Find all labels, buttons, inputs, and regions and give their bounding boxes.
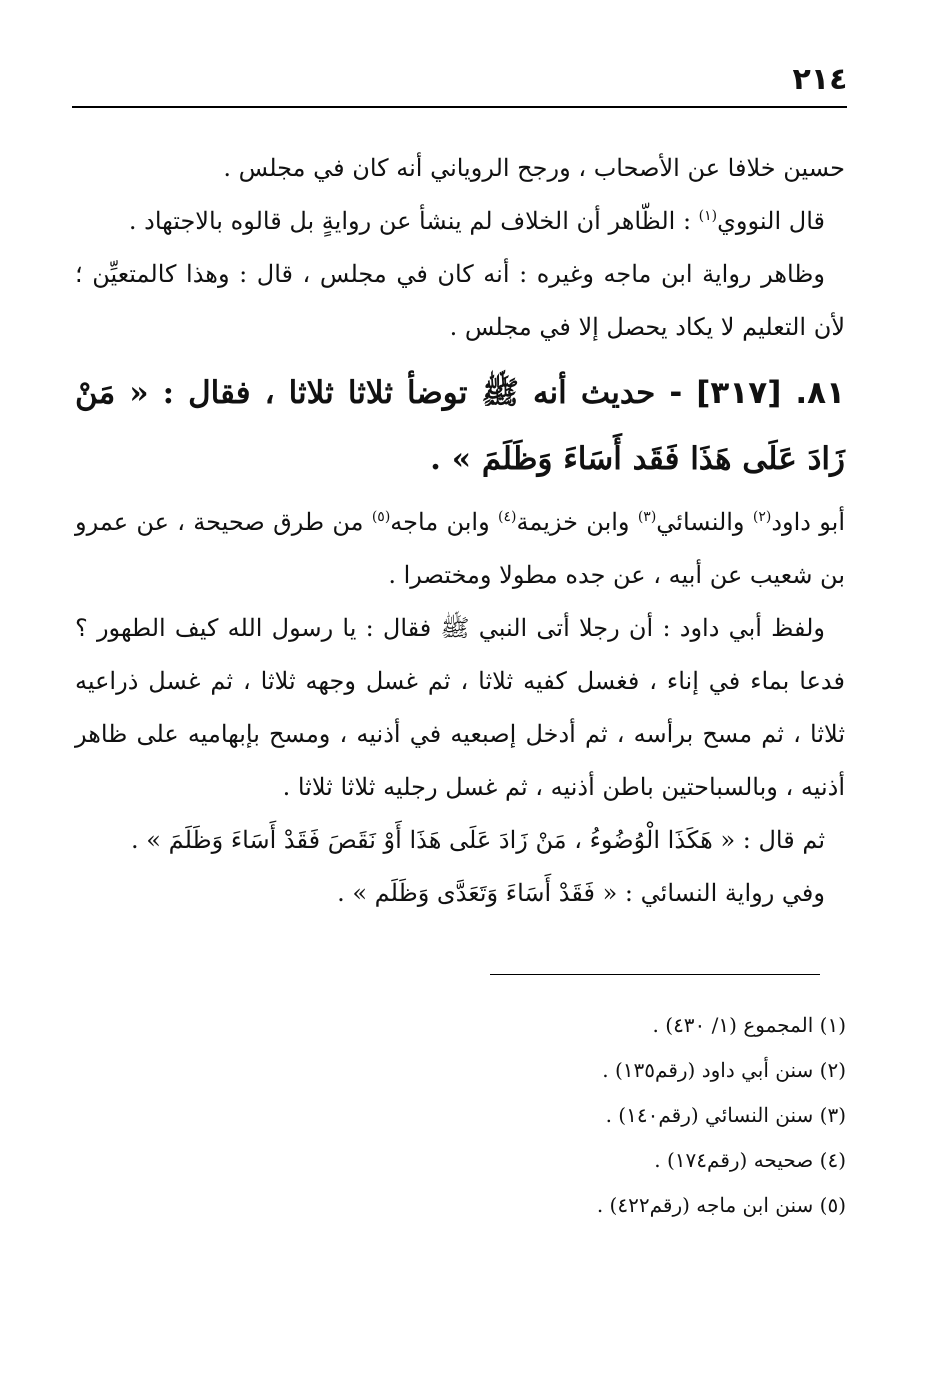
footnote-1: (١) المجموع (١/ ٤٣٠) . xyxy=(652,1013,846,1037)
hadith-text: حديث أنه ﷺ توضأ ثلاثا ثلاثا ، فقال : « مَنْ زَادَ عَلَى هَذَا فَقَد أَسَاءَ وَظَلَمَ » . xyxy=(75,375,845,477)
paragraph-then-said: ثم قال : « هَكَذَا الْوُضُوءُ ، مَنْ زَادَ عَلَى هَذَا أَوْ نَقَصَ فَقَدْ أَسَاءَ وَظَلَمَ » . xyxy=(131,826,825,854)
footnote-3: (٣) سنن النسائي (رقم١٤٠) . xyxy=(605,1103,846,1127)
nawawi-quote: : الظّاهر أن الخلاف لم ينشأ عن روايةٍ بل قالوه بالاجتهاد . xyxy=(128,207,699,235)
footnotes xyxy=(300,1003,846,1228)
source-nasai: والنسائي xyxy=(656,508,753,536)
sources-chain: من طرق صحيحة ، عن عمرو بن شعيب عن أبيه ، عن جده مطولا ومختصرا . xyxy=(75,508,845,589)
paragraph-nasai-wording: وفي رواية النسائي : « فَقَدْ أَسَاءَ وَتَعَدَّى وَظَلَم » . xyxy=(337,879,825,907)
source-ibn-khuzaymah: وابن خزيمة xyxy=(516,508,638,536)
paragraph-continuation: حسين خلافا عن الأصحاب ، ورجح الروياني أنه كان في مجلس . xyxy=(223,154,845,182)
header-rule xyxy=(72,106,847,108)
footnote-ref-4[interactable]: (٤) xyxy=(498,509,517,525)
paragraph-sources xyxy=(75,496,845,602)
footnote-ref-1[interactable]: (١) xyxy=(698,208,718,224)
paragraph-ibn-majah: وظاهر رواية ابن ماجه وغيره : أنه كان في مجلس ، قال : وهذا كالمتعيِّن ؛ لأن التعليم لا يكاد يحصل إلا في مجلس . xyxy=(75,260,845,341)
page-number: ٢١٤ xyxy=(792,62,848,97)
footnote-separator xyxy=(490,974,820,975)
source-ibn-majah: وابن ماجه xyxy=(390,508,499,536)
paragraph-abu-dawud-wording: ولفظ أبي داود : أن رجلا أتى النبي ﷺ فقال : يا رسول الله كيف الطهور ؟ فدعا بماء في إناء ، فغسل كفيه ثلاثا ، ثم غسل وجهه ثلاثا ، ثم غسل ذراعيه ثلاثا ، ثم مسح برأسه ، ثم أدخل إصبعيه في أذنيه ، ومسح بإبهاميه على ظاهر أذنيه ، وبالسباحتين باطن أذنيه ، ثم غسل رجليه ثلاثا ثلاثا . xyxy=(75,614,845,801)
paragraph-nawawi xyxy=(75,195,845,248)
footnote-ref-5[interactable]: (٥) xyxy=(371,509,391,525)
footnote-4: (٤) صحيحه (رقم١٧٤) . xyxy=(654,1148,846,1172)
nawawi-intro: قال النووي xyxy=(717,207,825,235)
hadith-number: ٨١. [٣١٧] - xyxy=(669,375,845,411)
footnote-5: (٥) سنن ابن ماجه (رقم٤٢٢) . xyxy=(596,1193,846,1217)
footnote-2: (٢) سنن أبي داود (رقم١٣٥) . xyxy=(602,1058,846,1082)
footnote-ref-3[interactable]: (٣) xyxy=(637,509,657,525)
source-abu-dawud: أبو داود xyxy=(771,508,846,536)
footnote-ref-2[interactable]: (٢) xyxy=(752,509,772,525)
hadith-heading xyxy=(75,360,845,492)
main-text xyxy=(75,142,845,920)
